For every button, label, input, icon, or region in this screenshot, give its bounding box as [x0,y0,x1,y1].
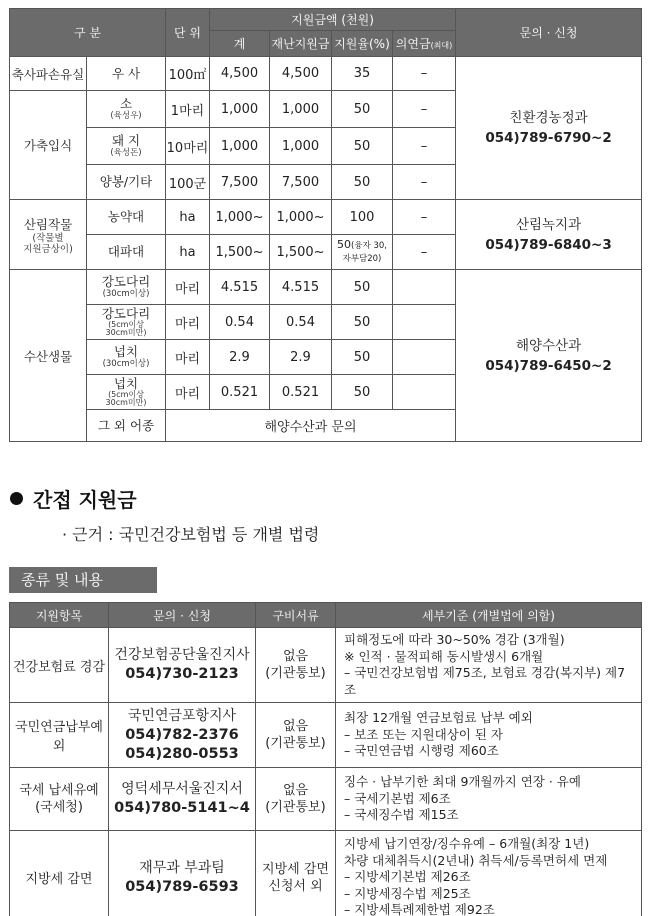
office-name: 국민연금포항지사 [127,707,237,724]
unit-cell: ha [166,235,210,270]
group-label: 수산생물 [10,270,87,442]
section-band: 종류 및 내용 [9,567,157,593]
total-cell: 0.521 [210,375,270,410]
loan-cell: – [393,200,456,235]
contact-phone: 054)789-6450~2 [485,357,612,374]
phone-number: 054)782-2376 [125,726,239,743]
unit-cell: ha [166,200,210,235]
unit-cell: 마리 [166,270,210,305]
header-disaster: 재난지원금 [270,31,332,57]
total-cell: 4,500 [210,57,270,91]
unit-cell: 100군 [166,165,210,200]
rate-cell: 50 [332,305,393,340]
docs-cell: 없음 (기관통보) [256,703,336,768]
table-row [10,628,642,703]
total-cell: 1,000 [210,128,270,165]
disaster-cell: 2.9 [270,340,332,375]
header-contact: 문의 · 신청 [456,9,642,57]
header-loan-label: 의연금 [395,37,431,51]
item-note: (육성우) [110,111,142,121]
loan-cell: – [393,128,456,165]
loan-cell: – [393,165,456,200]
table-row [10,831,642,916]
table-row [10,703,642,768]
total-cell: 1,000~ [210,200,270,235]
rate-cell: 100 [332,200,393,235]
header-loan-note: (최대) [430,41,453,50]
total-cell: 1,500~ [210,235,270,270]
contact-dept: 해양수산과 [515,337,582,354]
header-contact: 문의 · 신청 [109,603,256,628]
item-label: 넙치 (5cm이상 30cm미만) [87,375,166,410]
item-note: (5cm이상 30cm미만) [105,319,147,337]
item-label: 그 외 어종 [87,410,166,442]
total-cell: 1,000 [210,91,270,128]
docs-cell: 없음 (기관통보) [256,768,336,831]
disaster-cell: 0.54 [270,305,332,340]
contact-cell [109,768,256,831]
item-label: 양봉/기타 [87,165,166,200]
rate-note: (융자 30, 자부담20) [342,241,387,264]
criteria-cell: 지방세 납기연장/징수유예 – 6개월(최장 1년) 차량 대체취득시(2년내) 취득세/등록면허세 면제 – 지방세기본법 제26조 – 지방세징수법 제25조 – 지방세특례제한법 제92조 [336,831,642,916]
group-note: (작물별 지원금상이) [23,232,73,255]
contact-cell [109,703,256,768]
bullet-icon [10,492,23,505]
item-label: 국세 납세유예 (국세청) [10,768,109,831]
item-label: 소 (육성우) [87,91,166,128]
indirect-support-table [9,602,642,916]
header-loan [393,31,456,57]
loan-cell: – [393,91,456,128]
item-note: (육성돈) [110,148,142,158]
office-name: 영덕세무서울진지서 [121,781,243,797]
item-note: (30cm이상) [102,289,150,299]
contact-cell [109,831,256,916]
item-label: 건강보험료 경감 [10,628,109,703]
contact-dept: 친환경농정과 [509,110,588,126]
disaster-cell: 1,000 [270,91,332,128]
contact-cell [109,628,256,703]
total-cell: 0.54 [210,305,270,340]
criteria-cell: 징수 · 납부기한 최대 9개월까지 연장 · 유예 – 국세기본법 제6조 – 국세징수법 제15조 [336,768,642,831]
section-title: 간접 지원금 [10,484,137,513]
unit-cell: 10마리 [166,128,210,165]
item-label: 대파대 [87,235,166,270]
unit-cell: 마리 [166,305,210,340]
criteria-cell: 최장 12개월 연금보험료 납부 예외 – 보조 또는 지원대상이 된 자 – 국민연금법 시행령 제60조 [336,703,642,768]
rate-cell: 50(융자 30, 자부담20) [332,235,393,270]
header-amount-group: 지원금액 (천원) [210,9,456,31]
disaster-cell: 1,000 [270,128,332,165]
contact-phone: 054)789-6790~2 [485,130,612,146]
table-row [10,57,642,91]
total-cell: 7,500 [210,165,270,200]
docs-cell: 지방세 감면 신청서 외 [256,831,336,916]
contact-cell [456,270,642,442]
loan-cell [393,375,456,410]
rate-cell: 35 [332,57,393,91]
header-category: 구 분 [10,9,166,57]
disaster-cell: 4,500 [270,57,332,91]
unit-cell: 마리 [166,375,210,410]
rate-cell: 50 [332,340,393,375]
group-label: 가축입식 [10,91,87,200]
loan-cell [393,340,456,375]
loan-cell: – [393,235,456,270]
office-name: 건강보험공단울진지사 [114,647,250,663]
rate-cell: 50 [332,270,393,305]
header-item: 지원항목 [10,603,109,628]
item-label: 강도다리 (30cm이상) [87,270,166,305]
phone-number: 054)789-6593 [125,878,239,895]
damage-subsidy-table [9,8,642,442]
item-label: 농약대 [87,200,166,235]
unit-cell: 1마리 [166,91,210,128]
total-cell: 4.515 [210,270,270,305]
table-row [10,200,642,235]
contact-dept: 산림녹지과 [515,216,582,233]
contact-cell [456,200,642,270]
item-label: 지방세 감면 [10,831,109,916]
item-note: (5cm이상 30cm미만) [105,389,147,407]
header-total: 계 [210,31,270,57]
loan-cell: – [393,57,456,91]
header-unit: 단 위 [166,9,210,57]
loan-cell [393,305,456,340]
merged-note: 해양수산과 문의 [166,410,456,442]
phone-number: 054)280-0553 [125,745,239,762]
phone-number: 054)730-2123 [125,666,239,682]
rate-cell: 50 [332,91,393,128]
disaster-cell: 0.521 [270,375,332,410]
item-label: 국민연금납부예외 [10,703,109,768]
item-label: 강도다리 (5cm이상 30cm미만) [87,305,166,340]
phone-number: 054)780-5141~4 [114,800,250,816]
criteria-cell: 피해정도에 따라 30~50% 경감 (3개월) ※ 인적 · 물적피해 동시발생시 6개월 – 국민건강보험법 제75조, 보험료 경감(복지부) 제7조 [336,628,642,703]
loan-cell [393,270,456,305]
disaster-cell: 7,500 [270,165,332,200]
unit-cell: 100㎡ [166,57,210,91]
disaster-cell: 1,500~ [270,235,332,270]
header-criteria: 세부기준 (개별법에 의함) [336,603,642,628]
item-note: (30cm이상) [102,359,150,369]
item-label: 우 사 [87,57,166,91]
legal-basis: · 근거 : 국민건강보험법 등 개별 법령 [62,525,320,544]
unit-cell: 마리 [166,340,210,375]
contact-cell [456,57,642,200]
office-name: 재무과 부과팀 [139,859,225,876]
item-label: 넙치 (30cm이상) [87,340,166,375]
group-label: 축사파손유실 [10,57,87,91]
contact-phone: 054)789-6840~3 [485,236,612,253]
rate-cell: 50 [332,165,393,200]
header-rate: 지원율(%) [332,31,393,57]
table-row [10,270,642,305]
disaster-cell: 4.515 [270,270,332,305]
header-docs: 구비서류 [256,603,336,628]
disaster-cell: 1,000~ [270,200,332,235]
rate-cell: 50 [332,375,393,410]
group-label: 산림작물 (작물별 지원금상이) [10,200,87,270]
table-row [10,768,642,831]
rate-cell: 50 [332,128,393,165]
docs-cell: 없음 (기관통보) [256,628,336,703]
item-label: 돼 지 (육성돈) [87,128,166,165]
total-cell: 2.9 [210,340,270,375]
